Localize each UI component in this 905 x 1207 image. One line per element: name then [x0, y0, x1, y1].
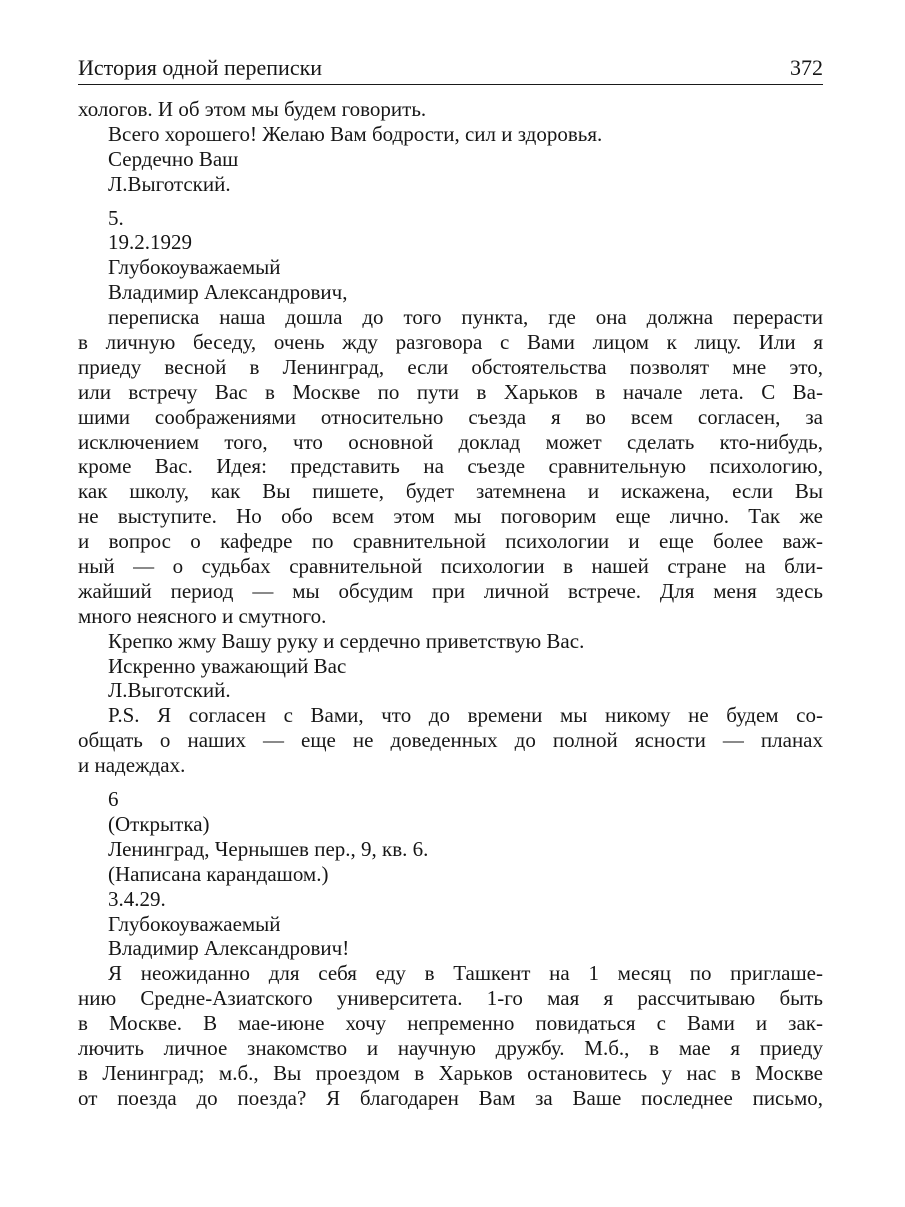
letter6-body-line: от поезда до поезда? Я благодарен Вам за Ваше последнее письмо, — [78, 1085, 823, 1110]
letter5-body-line: ный — о судьбах сравнительной психологии в нашей стране на бли- — [78, 554, 823, 579]
letter6-type: (Открытка) — [108, 811, 210, 836]
letter6-salutation: Глубокоуважаемый — [108, 911, 281, 936]
letter6-body-line: лючить личное знакомство и научную дружбу. М.б., в мае я приеду — [78, 1035, 823, 1060]
letter6-note: (Написана карандашом.) — [108, 861, 329, 886]
document-page — [78, 52, 823, 1111]
letter6-body-line: в Москве. В мае-июне хочу непременно повидаться с Вами и зак- — [78, 1011, 823, 1036]
page-number: 372 — [790, 55, 823, 80]
running-title: История одной переписки — [78, 55, 323, 80]
letter5-postscript-line: общать о наших — еще не доведенных до полной ясности — планах — [78, 728, 823, 753]
letter5-body-line: переписка наша дошла до того пункта, где она должна перерасти — [108, 305, 823, 330]
letter5-closing: Искренно уважающий Вас — [108, 653, 347, 678]
letter5-body-line: или встречу Вас в Москве по пути в Харьков в начале лета. С Ва- — [78, 379, 823, 404]
letter5-addressee: Владимир Александрович, — [108, 280, 348, 305]
letter4-wishes: Всего хорошего! Желаю Вам бодрости, сил и здоровья. — [108, 121, 603, 146]
paragraph-continuation: хологов. И об этом мы будем говорить. — [78, 97, 427, 121]
letter5-greeting: Крепко жму Вашу руку и сердечно приветствую Вас. — [108, 628, 585, 653]
letter6-body-line: в Ленинград; м.б., Вы проездом в Харьков остановитесь у нас в Москве — [78, 1060, 823, 1085]
letter5-salutation: Глубокоуважаемый — [108, 255, 281, 280]
letter6-body-line: нию Средне-Азиатского университета. 1-го мая я рассчитываю быть — [78, 986, 823, 1011]
letter4-closing: Сердечно Ваш — [108, 146, 239, 171]
running-header — [78, 52, 823, 85]
letter5-postscript-line: и надеждах. — [78, 753, 186, 778]
letter5-body-line: жайший период — мы обсудим при личной встрече. Для меня здесь — [78, 578, 823, 603]
letter5-body-line: и вопрос о кафедре по сравнительной психологии и еще более важ- — [78, 529, 823, 554]
letter5-body-line: приеду весной в Ленинград, если обстоятельства позволят мне это, — [78, 354, 823, 379]
letter6-date: 3.4.29. — [108, 886, 166, 911]
letter5-body-line: исключением того, что основной доклад может сделать кто-нибудь, — [78, 429, 823, 454]
letter6-body-line: Я неожиданно для себя еду в Ташкент на 1 месяц по приглаше- — [108, 961, 823, 986]
letter4-signature: Л.Выготский. — [108, 171, 231, 196]
letter5-body-line: в личную беседу, очень жду разговора с Вами лицом к лицу. Или я — [78, 330, 823, 355]
letter5-body-line: не выступите. Но обо всем этом мы поговорим еще лично. Так же — [78, 504, 823, 529]
letter5-date: 19.2.1929 — [108, 230, 192, 255]
letter6-number: 6 — [108, 787, 119, 812]
letter5-postscript-line: P.S. Я согласен с Вами, что до времени мы никому не будем со- — [108, 703, 823, 728]
letter5-body-line: много неясного и смутного. — [78, 603, 327, 628]
letter6-address: Ленинград, Чернышев пер., 9, кв. 6. — [108, 836, 429, 861]
letter5-number: 5. — [108, 205, 124, 230]
letter5-body-line: как школу, как Вы пишете, будет затемнена и искажена, если Вы — [78, 479, 823, 504]
letter5-body-line: кроме Вас. Идея: представить на съезде сравнительную психологию, — [78, 454, 823, 479]
page-body — [78, 97, 823, 1111]
letter5-signature: Л.Выготский. — [108, 678, 231, 703]
letter5-body-line: шими соображениями относительно съезда я во всем согласен, за — [78, 404, 823, 429]
letter6-addressee: Владимир Александрович! — [108, 936, 350, 961]
